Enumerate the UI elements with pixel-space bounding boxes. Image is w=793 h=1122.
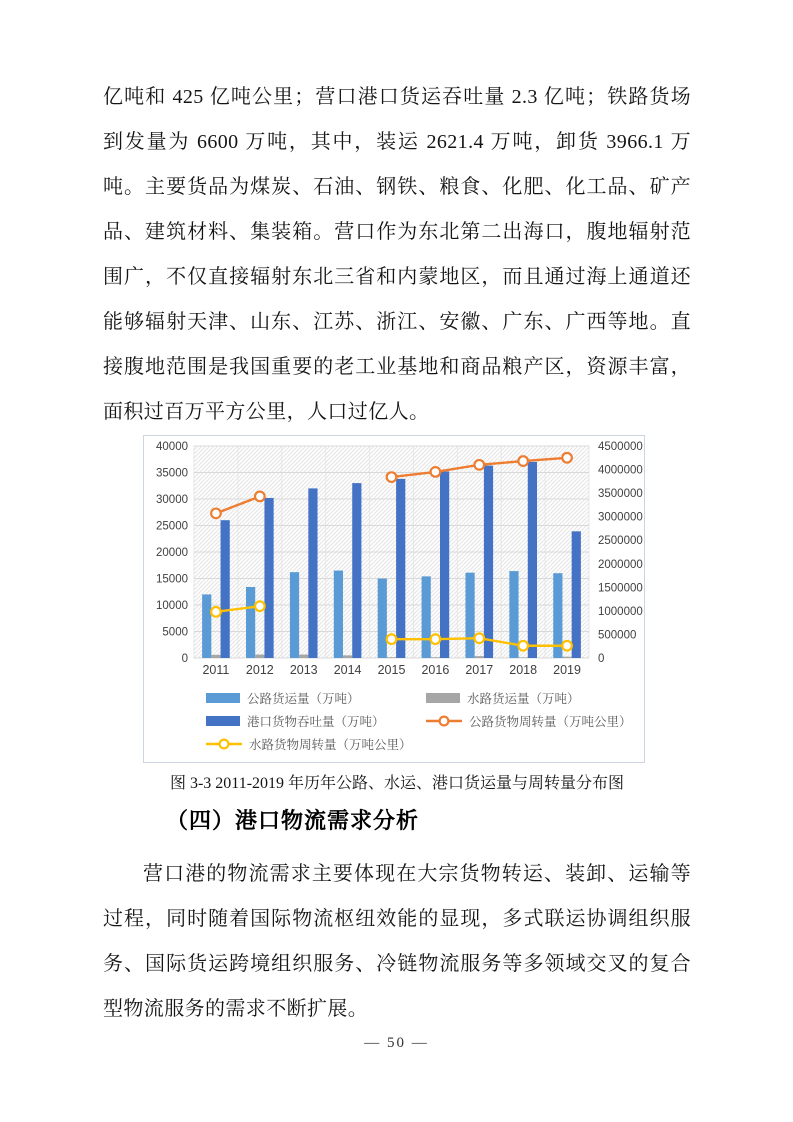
axis-label-right: 1000000 — [598, 605, 643, 618]
body-paragraph-1: 亿吨和 425 亿吨公里；营口港口货运吞吐量 2.3 亿吨；铁路货场到发量为 6600 万吨，其中，装运 2621.4 万吨，卸货 3966.1 万吨。主要货品为煤炭、石油、钢铁、粮食、化肥、化工品、矿产品、建筑材料、集装箱。营口作为东北第二出海口，腹地辐射范围广，不仅直接辐射东北三省和内蒙地区，而且通过海上通道还能够辐射天津、山东、江苏、浙江、安徽、广东、广西等地。直接腹地范围是我国重要的老工业基地和商品粮产区，资源丰富，面积过百万平方公里，人口过亿人。 — [103, 86, 691, 423]
axis-label-right: 1500000 — [598, 582, 643, 595]
axis-label-right: 2500000 — [598, 535, 643, 548]
x-axis-label: 2014 — [333, 663, 362, 677]
chart-bar — [255, 655, 264, 658]
axis-label-right: 4500000 — [598, 441, 643, 453]
axis-label-left: 35000 — [156, 467, 188, 480]
chart-bar — [475, 656, 484, 658]
chart-bar — [211, 655, 220, 658]
figure-caption: 图 3-3 2011-2019 年历年公路、水运、港口货运量与周转量分布图 — [169, 775, 625, 792]
x-axis-label: 2012 — [245, 663, 274, 677]
legend-swatch-bar — [206, 693, 240, 703]
x-axis-label: 2017 — [465, 663, 494, 677]
chart-line-marker — [474, 460, 484, 470]
legend-swatch-line — [426, 715, 462, 727]
chart-bar — [387, 657, 396, 658]
axis-label-right: 2000000 — [598, 558, 643, 571]
section-heading: （四）港口物流需求分析 — [166, 808, 420, 833]
chart-bar — [519, 657, 528, 658]
x-axis-label: 2011 — [202, 663, 230, 677]
chart-bar — [290, 572, 299, 658]
chart-line-marker — [562, 641, 572, 651]
chart-line-marker — [255, 601, 265, 611]
x-axis-label: 2013 — [289, 663, 318, 677]
chart-line-marker — [518, 456, 528, 466]
chart-bar — [528, 462, 537, 658]
axis-label-left: 40000 — [156, 441, 188, 453]
chart-bar — [465, 573, 474, 658]
axis-label-left: 20000 — [156, 547, 188, 559]
axis-label-left: 15000 — [156, 573, 188, 586]
chart-bar — [299, 655, 308, 658]
chart-bar — [352, 483, 361, 658]
legend-label: 水路货运量（万吨） — [467, 691, 580, 706]
chart-bar — [246, 587, 255, 658]
legend-item-2 — [206, 709, 426, 732]
axis-label-right: 0 — [598, 653, 605, 665]
legend-label: 公路货运量（万吨） — [247, 691, 360, 706]
x-axis-label: 2019 — [553, 663, 581, 677]
x-axis-label: 2018 — [509, 663, 538, 677]
page-number: — 50 — — [364, 1035, 429, 1051]
chart-bar — [431, 657, 440, 658]
chart-line-marker — [387, 472, 397, 482]
chart-line-marker — [431, 634, 441, 644]
legend-label: 公路货物周转量（万吨公里） — [469, 714, 632, 729]
body-paragraph-2: 营口港的物流需求主要体现在大宗货物转运、装卸、运输等过程，同时随着国际物流枢纽效能的显现，多式联运协调组织服务、国际货运跨境组织服务、冷链物流服务等多领域交叉的复合型物流服务的需求不断扩展。 — [103, 863, 691, 1020]
chart-bar — [572, 531, 581, 658]
legend-label: 港口货物吞吐量（万吨） — [247, 714, 385, 729]
figure-chart — [143, 435, 645, 763]
axis-label-left: 10000 — [156, 600, 188, 612]
chart-bar — [202, 594, 211, 658]
axis-label-left: 5000 — [162, 626, 188, 639]
chart-line-marker — [431, 467, 441, 477]
chart-canvas — [144, 436, 644, 682]
axis-label-left: 30000 — [156, 494, 188, 506]
axis-label-left: 25000 — [156, 520, 188, 533]
axis-label-left: 0 — [181, 653, 188, 665]
chart-line-marker — [518, 641, 528, 651]
chart-bar — [308, 488, 317, 658]
chart-bar — [343, 655, 352, 658]
x-axis-label: 2015 — [377, 663, 406, 677]
legend-swatch-line — [206, 738, 242, 750]
chart-bar — [396, 479, 405, 658]
chart-line-marker — [211, 509, 221, 519]
x-axis-label: 2016 — [421, 663, 450, 677]
chart-bar — [334, 571, 343, 658]
legend-swatch-bar — [206, 716, 240, 726]
legend-item-0 — [206, 686, 426, 709]
axis-label-right: 4000000 — [598, 464, 643, 477]
legend-label: 水路货物周转量（万吨公里） — [249, 737, 412, 752]
legend-swatch-bar — [426, 693, 460, 703]
chart-bar — [484, 466, 493, 658]
legend-item-4 — [206, 732, 426, 755]
chart-legend — [206, 686, 638, 755]
axis-label-right: 500000 — [598, 629, 637, 642]
chart-line-marker — [211, 607, 221, 617]
chart-line-marker — [255, 492, 265, 502]
legend-item-3 — [426, 709, 632, 732]
chart-bar — [221, 520, 230, 658]
chart-line-marker — [562, 453, 572, 463]
chart-bar — [562, 657, 571, 658]
chart-line-marker — [387, 634, 397, 644]
axis-label-right: 3000000 — [598, 511, 643, 524]
chart-line-marker — [474, 633, 484, 643]
chart-bar — [422, 576, 431, 658]
chart-bar — [378, 579, 387, 659]
legend-item-1 — [426, 686, 580, 709]
chart-bar — [440, 471, 449, 658]
axis-label-right: 3500000 — [598, 488, 643, 501]
chart-bar — [264, 498, 273, 658]
